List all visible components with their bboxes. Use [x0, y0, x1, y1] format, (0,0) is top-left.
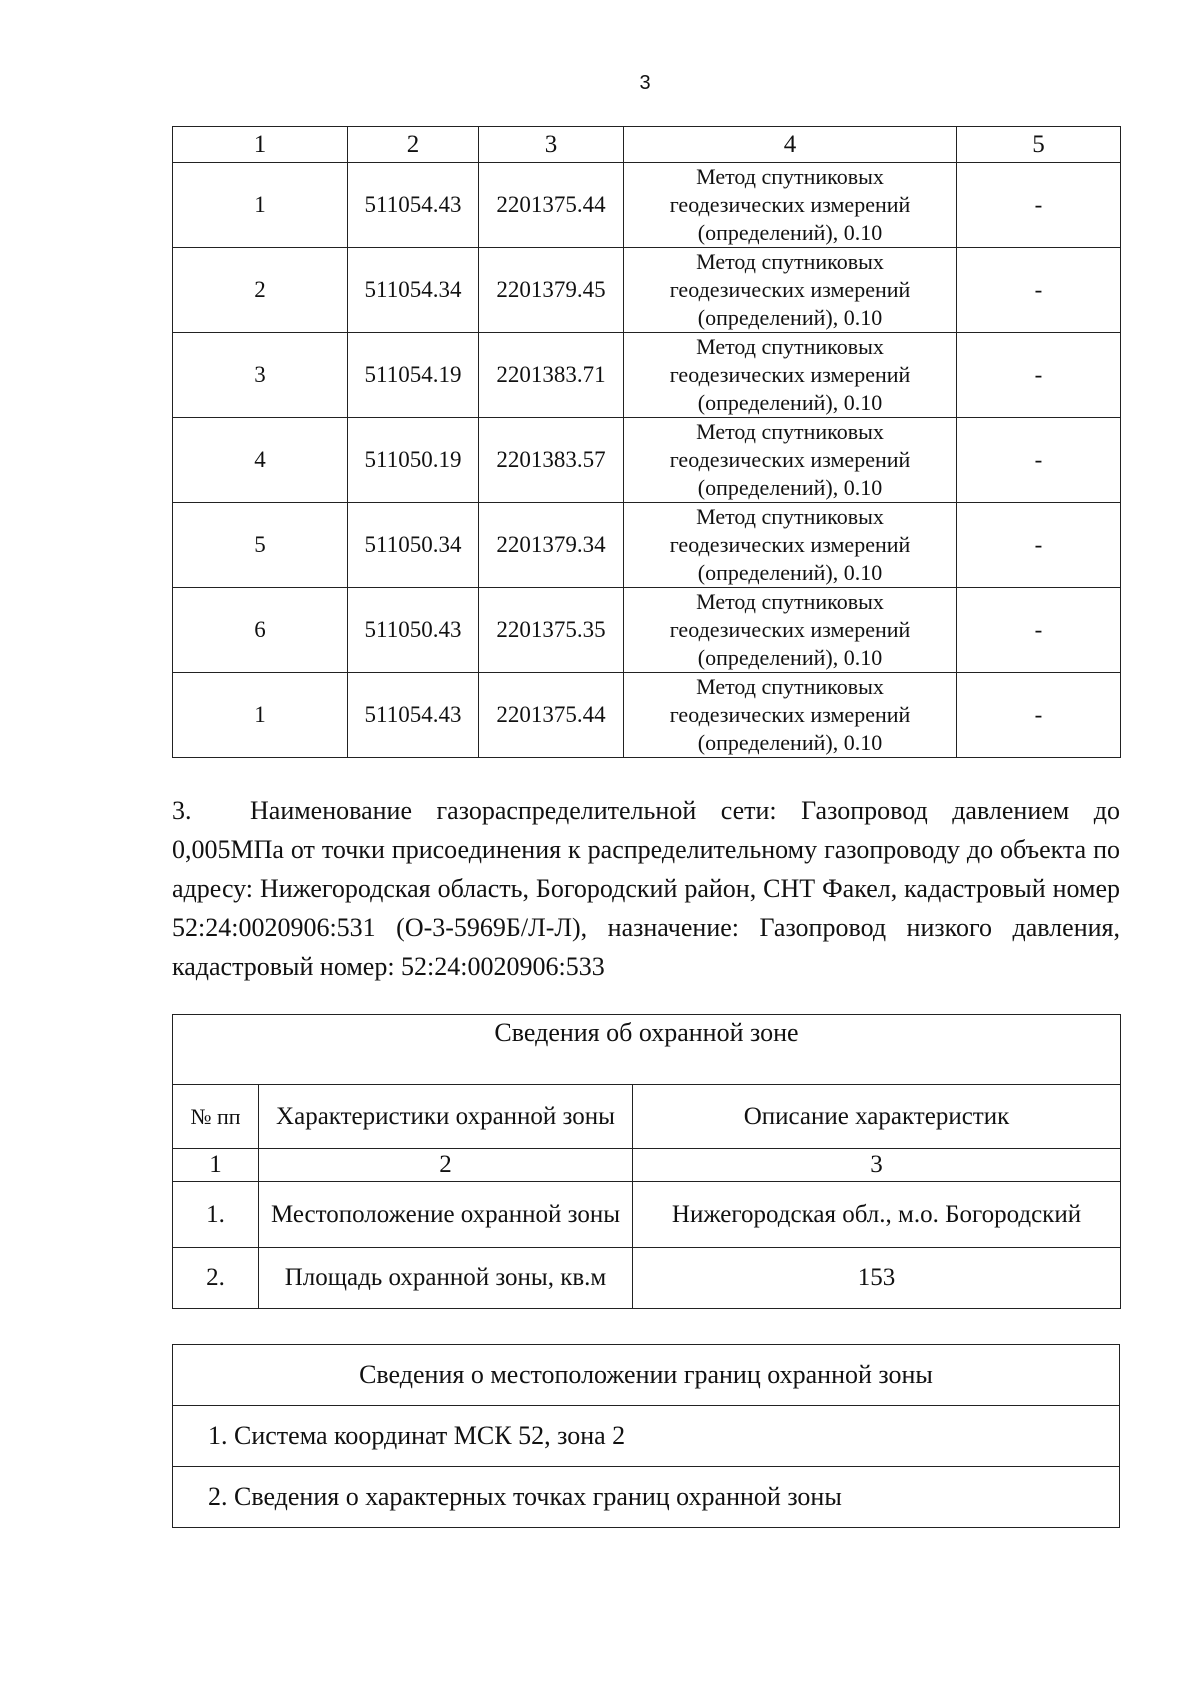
table-row [173, 418, 1121, 503]
boundary-item-row [173, 1467, 1120, 1528]
column-header: 4 [624, 127, 957, 163]
y-coordinate-cell: 2201375.44 [479, 673, 624, 758]
method-line: Метод спутниковых [696, 419, 884, 444]
zone-table-header-row [173, 1085, 1121, 1149]
method-line: геодезических измерений [669, 447, 911, 472]
method-line: (определений), 0.10 [697, 560, 883, 585]
zone-table-title: Сведения об охранной зоне [173, 1015, 1121, 1085]
method-line: геодезических измерений [669, 362, 911, 387]
section-number: 3. [172, 796, 192, 825]
method-cell [624, 248, 957, 333]
point-number-cell: 5 [173, 503, 348, 588]
method-line: (определений), 0.10 [697, 305, 883, 330]
row-description: 153 [633, 1248, 1121, 1309]
extra-cell: - [957, 248, 1121, 333]
boundary-title-row [173, 1345, 1120, 1406]
description-header: Описание характеристик [633, 1085, 1121, 1149]
y-coordinate-cell: 2201379.45 [479, 248, 624, 333]
row-number: 2. [173, 1248, 259, 1309]
zone-table-title-row [173, 1015, 1121, 1085]
zone-table-index-row [173, 1149, 1121, 1182]
method-line: Метод спутниковых [696, 249, 884, 274]
index-cell: 2 [259, 1149, 633, 1182]
boundary-table-title: Сведения о местоположении границ охранной зоны [173, 1345, 1120, 1406]
x-coordinate-cell: 511050.34 [348, 503, 479, 588]
index-cell: 3 [633, 1149, 1121, 1182]
table-row [173, 333, 1121, 418]
x-coordinate-cell: 511054.43 [348, 163, 479, 248]
method-line: (определений), 0.10 [697, 645, 883, 670]
method-cell [624, 673, 957, 758]
point-number-cell: 1 [173, 673, 348, 758]
index-cell: 1 [173, 1149, 259, 1182]
method-line: (определений), 0.10 [697, 730, 883, 755]
method-line: Метод спутниковых [696, 164, 884, 189]
extra-cell: - [957, 588, 1121, 673]
section-paragraph [172, 791, 1120, 986]
method-cell [624, 163, 957, 248]
table-row [173, 673, 1121, 758]
row-number: 1. [173, 1182, 259, 1248]
x-coordinate-cell: 511054.34 [348, 248, 479, 333]
extra-cell: - [957, 673, 1121, 758]
coordinate-system-item: 1. Система координат МСК 52, зона 2 [173, 1406, 1120, 1467]
x-coordinate-cell: 511050.43 [348, 588, 479, 673]
point-number-cell: 4 [173, 418, 348, 503]
num-header: № пп [173, 1085, 259, 1149]
method-cell [624, 503, 957, 588]
column-header: 1 [173, 127, 348, 163]
column-header: 2 [348, 127, 479, 163]
method-line: Метод спутниковых [696, 334, 884, 359]
table-row [173, 163, 1121, 248]
extra-cell: - [957, 333, 1121, 418]
boundary-info-table [172, 1344, 1120, 1528]
method-line: Метод спутниковых [696, 674, 884, 699]
y-coordinate-cell: 2201383.57 [479, 418, 624, 503]
extra-cell: - [957, 418, 1121, 503]
boundary-item-row [173, 1406, 1120, 1467]
point-number-cell: 1 [173, 163, 348, 248]
section-text: Наименование газораспределительной сети: Газопровод давлением до 0,005МПа от точки присоединения к распределительному газопроводу до объекта по адресу: Нижегородская область, Богородский район, СНТ Факел, кадастровый номер 52:24:0020906:531 (О-3-5969Б/Л-Л), назначение: Газопровод низкого давления, кадастровый номер: 52:24:0020906:533 [172, 796, 1120, 981]
extra-cell: - [957, 503, 1121, 588]
row-characteristic: Площадь охранной зоны, кв.м [259, 1248, 633, 1309]
point-number-cell: 3 [173, 333, 348, 418]
protection-zone-table [172, 1014, 1121, 1309]
method-cell [624, 588, 957, 673]
method-line: геодезических измерений [669, 532, 911, 557]
x-coordinate-cell: 511054.19 [348, 333, 479, 418]
table-row [173, 503, 1121, 588]
x-coordinate-cell: 511050.19 [348, 418, 479, 503]
method-line: (определений), 0.10 [697, 390, 883, 415]
y-coordinate-cell: 2201379.34 [479, 503, 624, 588]
y-coordinate-cell: 2201383.71 [479, 333, 624, 418]
table-row [173, 1182, 1121, 1248]
table-row [173, 1248, 1121, 1309]
characteristic-header: Характеристики охранной зоны [259, 1085, 633, 1149]
method-line: геодезических измерений [669, 277, 911, 302]
y-coordinate-cell: 2201375.35 [479, 588, 624, 673]
x-coordinate-cell: 511054.43 [348, 673, 479, 758]
column-header: 3 [479, 127, 624, 163]
point-number-cell: 2 [173, 248, 348, 333]
method-line: геодезических измерений [669, 192, 911, 217]
point-number-cell: 6 [173, 588, 348, 673]
method-cell [624, 333, 957, 418]
method-cell [624, 418, 957, 503]
method-line: Метод спутниковых [696, 589, 884, 614]
coordinates-header-row [173, 127, 1121, 163]
table-row [173, 588, 1121, 673]
page-number: 3 [639, 72, 651, 94]
extra-cell: - [957, 163, 1121, 248]
column-header: 5 [957, 127, 1121, 163]
method-line: геодезических измерений [669, 617, 911, 642]
table-row [173, 248, 1121, 333]
boundary-points-item: 2. Сведения о характерных точках границ охранной зоны [173, 1467, 1120, 1528]
coordinates-table [172, 126, 1121, 758]
row-characteristic: Местоположение охранной зоны [259, 1182, 633, 1248]
method-line: геодезических измерений [669, 702, 911, 727]
method-line: Метод спутниковых [696, 504, 884, 529]
method-line: (определений), 0.10 [697, 475, 883, 500]
y-coordinate-cell: 2201375.44 [479, 163, 624, 248]
method-line: (определений), 0.10 [697, 220, 883, 245]
row-description: Нижегородская обл., м.о. Богородский [633, 1182, 1121, 1248]
